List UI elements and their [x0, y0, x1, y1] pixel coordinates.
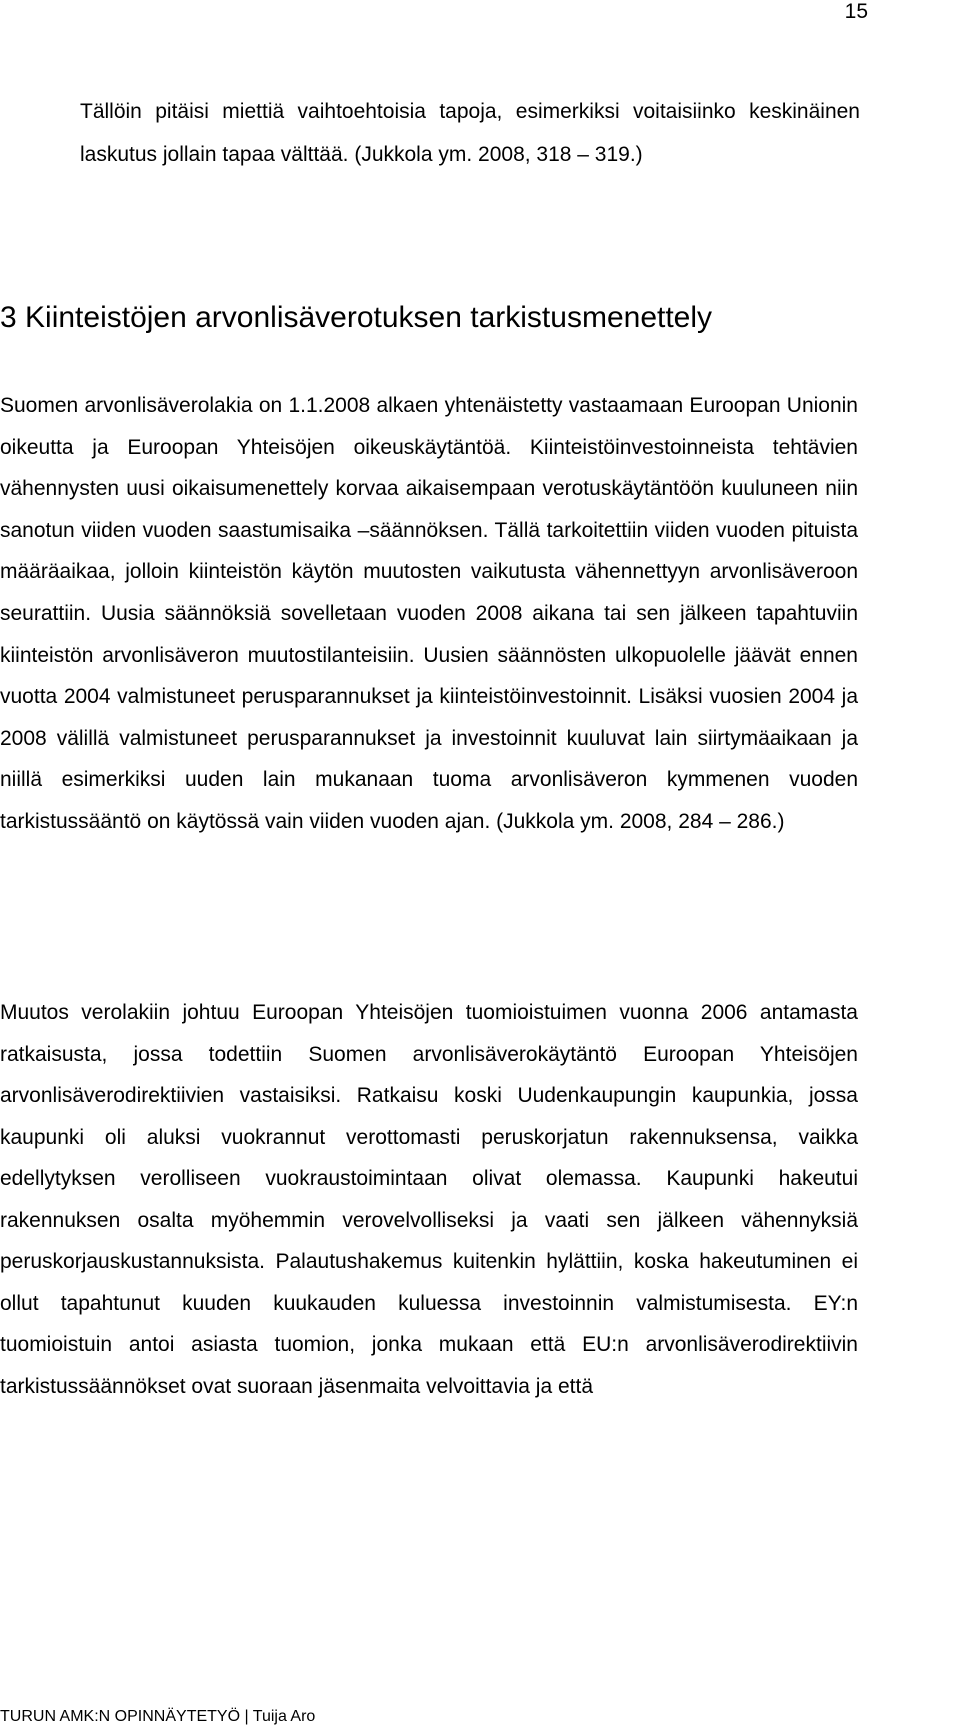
body-paragraph-2: Muutos verolakiin johtuu Euroopan Yhteisöjen tuomioistuimen vuonna 2006 antamasta ratkaisusta, jossa todettiin Suomen arvonlisäverokäytäntö Euroopan Yhteisöjen arvonlisäverodirektiivien vastaisiksi. Ratkaisu koski Uudenkaupungin kaupunkia, jossa kaupunki oli aluksi vuokrannut verottomasti peruskorjatun rakennuksensa, vaikka edellytyksen verolliseen vuokraustoimintaan olivat olemassa. Kaupunki hakeutui rakennuksen osalta myöhemmin verovelvolliseksi ja vaati sen jälkeen vähennyksiä peruskorjauskustannuksista. Palautushakemus kuitenkin hylättiin, koska hakeutuminen ei ollut tapahtunut kuuden kuukauden kuluessa investoinnin valmistumisesta. EY:n tuomioistuin antoi asiasta tuomion, jonka mukaan että EU:n arvonlisäverodirektiivin tarkistussäännökset ovat suoraan jäsenmaita velvoittavia ja että [0, 1001, 858, 1398]
section-heading: 3 Kiinteistöjen arvonlisäverotuksen tarkistusmenettely [0, 301, 713, 334]
body-paragraph-1: Suomen arvonlisäverolakia on 1.1.2008 alkaen yhtenäistetty vastaamaan Euroopan Unionin oikeutta ja Euroopan Yhteisöjen oikeuskäytäntöä. Kiinteistöinvestoinneista tehtävien vähennysten uusi oikaisumenettely korvaa aikaisempaan verotuskäytäntöön kuuluneen niin sanotun viiden vuoden saastumisaika –säännöksen. Tällä tarkoitettiin viiden vuoden pituista määräaikaa, jolloin kiinteistön käytön muutosten vaikutusta vähennettyyn arvonlisäveroon seurattiin. Uusia säännöksiä sovelletaan vuoden 2008 aikana tai sen jälkeen tapahtuviin kiinteistön arvonlisäveron muutostilanteisiin. Uusien säännösten ulkopuolelle jäävät ennen vuotta 2004 valmistuneet perusparannukset ja kiinteistöinvestoinnit. Lisäksi vuosien 2004 ja 2008 välillä valmistuneet perusparannukset ja investoinnit kuuluvat lain siirtymäaikaan ja niillä esimerkiksi uuden lain mukanaan tuoma arvonlisäveron kymmenen vuoden tarkistussääntö on käytössä vain viiden vuoden ajan. (Jukkola ym. 2008, 284 – 286.) [0, 394, 858, 833]
page-number: 15 [844, 0, 868, 23]
page-footer: TURUN AMK:N OPINNÄYTETYÖ | Tuija Aro [0, 1708, 316, 1725]
intro-paragraph: Tällöin pitäisi miettiä vaihtoehtoisia tapoja, esimerkiksi voitaisiinko keskinäinen laskutus jollain tapaa välttää. (Jukkola ym. 2008, 318 – 319.) [80, 100, 860, 166]
